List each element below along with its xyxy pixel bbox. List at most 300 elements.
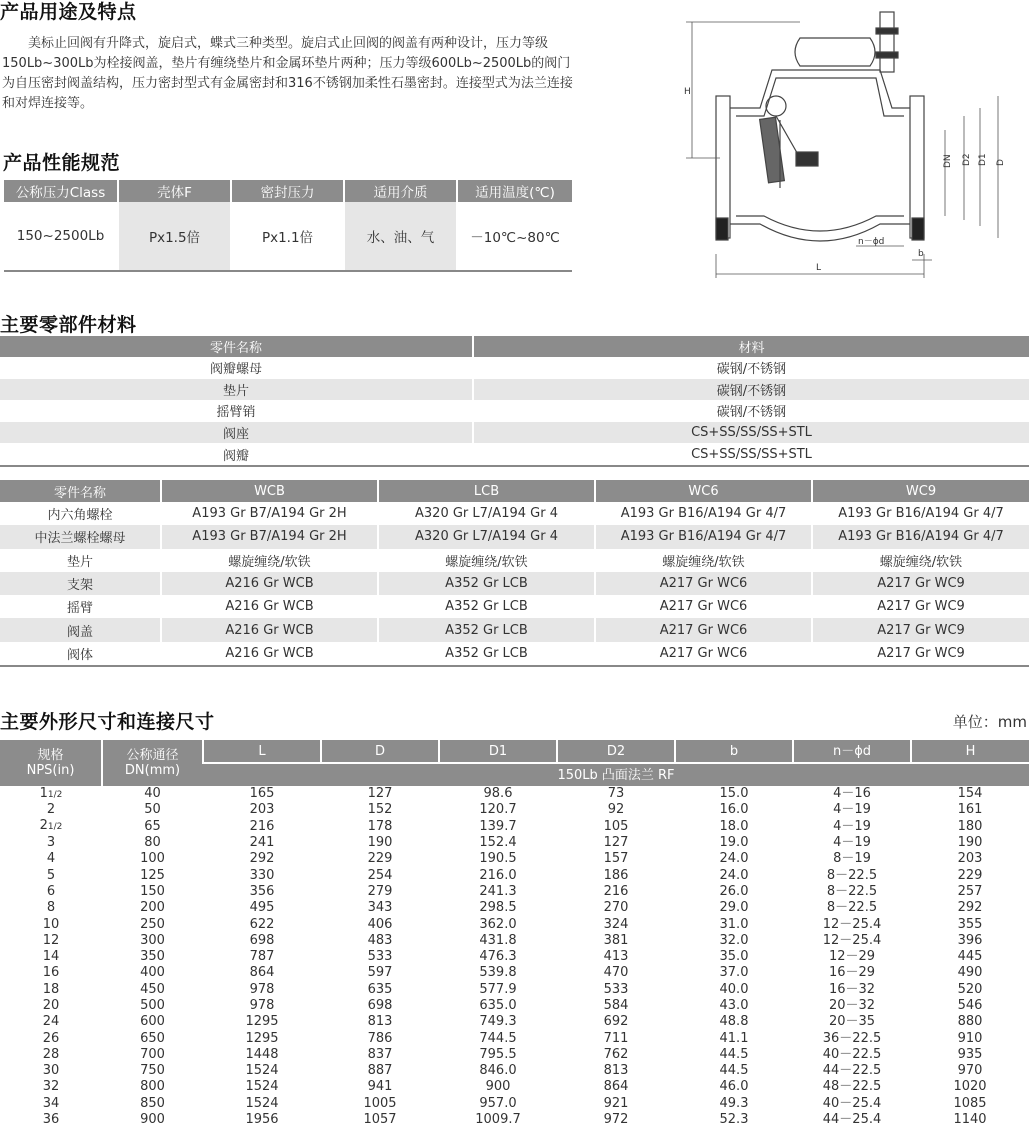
cell-d: 597 <box>367 965 393 981</box>
cell-b: 41.1 <box>719 1030 749 1046</box>
cell-l: 495 <box>249 900 275 916</box>
cell-b: 37.0 <box>719 965 749 981</box>
cell-n: 12－25.4 <box>822 916 882 932</box>
bonnet <box>795 38 875 66</box>
table-row <box>0 900 1029 916</box>
cell-d2: 413 <box>603 949 629 965</box>
cell-n: 8－19 <box>833 851 871 867</box>
cell-h: 292 <box>957 900 983 916</box>
perf-header-temp: 适用温度(℃) <box>457 180 572 202</box>
cell-l: 787 <box>249 949 275 965</box>
cell-d1: 152.4 <box>479 835 517 851</box>
cell-b: 32.0 <box>719 932 749 948</box>
cell-b: 31.0 <box>719 916 749 932</box>
material: 碳钢/不锈钢 <box>473 379 1029 401</box>
cell-nps <box>0 867 102 883</box>
table-row <box>0 851 1029 867</box>
cell-b: 26.0 <box>719 883 749 899</box>
cell-l: 1295 <box>245 1014 279 1030</box>
cell-d2: 584 <box>603 998 629 1013</box>
perf-header-seal: 密封压力 <box>231 180 344 202</box>
material-grade: 螺旋缠绕/软铁 <box>595 549 812 572</box>
cell-n: 4－19 <box>833 802 871 818</box>
part-name: 垫片 <box>0 379 473 401</box>
cell-d1: 957.0 <box>479 1095 517 1111</box>
label-nphid: n－ϕd <box>858 237 885 247</box>
disc-nut <box>796 152 818 166</box>
cell-b: 18.0 <box>719 818 749 834</box>
nps-value: 6 <box>46 883 56 899</box>
left-flange <box>716 96 730 238</box>
cell-n: 20－35 <box>828 1014 876 1030</box>
label-h: H <box>684 87 691 97</box>
header-dn-line2: DN(mm) <box>124 763 181 778</box>
material-grade: A216 Gr WCB <box>161 595 378 618</box>
cell-d1: 749.3 <box>479 1014 517 1030</box>
materials-table-2 <box>0 480 1029 667</box>
cell-d1: 190.5 <box>479 851 517 867</box>
cell-nps <box>0 933 102 949</box>
cell-h: 190 <box>957 835 983 851</box>
table-row <box>0 595 1029 618</box>
unit-label: 单位：mm <box>952 713 1027 731</box>
cell-nps <box>0 1047 102 1063</box>
nps-value: 4 <box>46 851 56 867</box>
nps-value: 2 <box>46 802 56 818</box>
header-nps <box>0 740 102 786</box>
cell-d: 941 <box>367 1079 393 1095</box>
cell-h: 355 <box>957 916 983 932</box>
header-d1: D1 <box>439 740 557 763</box>
cell-n: 20－32 <box>828 998 876 1013</box>
cell-h: 445 <box>957 949 983 965</box>
cell-dn: 200 <box>140 900 165 916</box>
materials2-header-wcb: WCB <box>161 480 378 502</box>
cell-b: 40.0 <box>719 981 749 997</box>
cell-d: 1057 <box>363 1112 397 1128</box>
material: CS+SS/SS/SS+STL <box>473 443 1029 466</box>
cell-dn: 300 <box>140 932 165 948</box>
cell-h: 490 <box>957 965 983 981</box>
nps-value: 1 <box>39 785 48 801</box>
cell-dn: 80 <box>144 835 161 851</box>
header-l: L <box>203 740 321 763</box>
table-row <box>0 572 1029 595</box>
cell-b: 43.0 <box>719 998 749 1013</box>
cell-d: 786 <box>367 1030 393 1046</box>
cell-dn: 250 <box>140 916 165 932</box>
bonnet-bolt <box>880 12 894 72</box>
part-name: 摇臂 <box>66 601 93 617</box>
material-grade: A217 Gr WC6 <box>595 642 812 666</box>
cell-d2: 864 <box>603 1079 629 1095</box>
cell-d2: 92 <box>607 802 625 818</box>
cell-h: 180 <box>957 818 983 834</box>
perf-header-medium: 适用介质 <box>344 180 457 202</box>
header-nphid: n－ϕd <box>793 740 911 763</box>
cell-b: 35.0 <box>719 949 749 965</box>
material-grade: A217 Gr WC9 <box>812 572 1029 595</box>
part-name: 阀盖 <box>0 618 161 641</box>
table-row <box>0 933 1029 949</box>
cell-nps <box>0 1112 102 1128</box>
cell-d: 127 <box>367 786 393 802</box>
table-row <box>0 949 1029 965</box>
cell-d2: 813 <box>603 1063 629 1079</box>
body-inner-top <box>736 78 904 116</box>
materials2-header-wc6: WC6 <box>595 480 812 502</box>
cell-h: 154 <box>957 786 983 802</box>
cell-d: 279 <box>367 883 393 899</box>
table-row <box>0 1063 1029 1079</box>
table-row <box>0 802 1029 818</box>
part-name: 阀瓣螺母 <box>209 362 262 378</box>
table-row <box>0 618 1029 641</box>
material-grade: A216 Gr WCB <box>161 642 378 666</box>
cell-nps <box>0 786 102 802</box>
cell-l: 1524 <box>245 1079 279 1095</box>
table-row <box>0 400 1029 422</box>
cell-d: 178 <box>367 818 393 834</box>
cell-l: 165 <box>249 786 275 802</box>
cell-d1: 98.6 <box>483 786 513 802</box>
cell-d2: 533 <box>603 981 629 997</box>
cell-n: 16－32 <box>828 981 876 997</box>
cell-h: 396 <box>957 932 983 948</box>
material: CS+SS/SS/SS+STL <box>473 422 1029 444</box>
table-row <box>0 835 1029 851</box>
material: 碳钢/不锈钢 <box>473 400 1029 422</box>
nps-fraction: 1/2 <box>47 789 63 800</box>
cell-d: 887 <box>367 1063 393 1079</box>
cell-d2: 157 <box>603 851 629 867</box>
cell-n: 48－22.5 <box>822 1079 882 1095</box>
cell-n: 44－25.4 <box>822 1112 882 1128</box>
cell-nps <box>0 1030 102 1046</box>
table-row <box>0 982 1029 998</box>
cell-nps <box>0 1096 102 1112</box>
cell-n: 16－29 <box>828 965 876 981</box>
cell-d: 1005 <box>363 1095 397 1111</box>
cell-d2: 324 <box>603 916 629 932</box>
cell-d: 406 <box>367 916 393 932</box>
material-grade: A193 Gr B7/A194 Gr 2H <box>161 502 378 525</box>
table-row <box>0 357 1029 379</box>
cell-l: 978 <box>249 998 275 1013</box>
material-grade: A320 Gr L7/A194 Gr 4 <box>378 502 595 525</box>
part-name: 内六角螺栓 <box>47 508 113 524</box>
cell-dn: 850 <box>140 1095 165 1111</box>
table-row <box>0 998 1029 1014</box>
cell-l: 698 <box>249 932 275 948</box>
label-d: D <box>996 159 1006 166</box>
table-row <box>0 1096 1029 1112</box>
label-b: b <box>918 249 924 259</box>
table-row <box>0 819 1029 835</box>
cell-d2: 762 <box>603 1046 629 1062</box>
table-row <box>0 443 1029 466</box>
cell-dn: 125 <box>140 867 165 883</box>
cell-d2: 921 <box>603 1095 629 1111</box>
cell-d1: 298.5 <box>479 900 517 916</box>
cell-d: 483 <box>367 932 393 948</box>
material-grade: A352 Gr LCB <box>378 595 595 618</box>
cell-b: 48.8 <box>719 1014 749 1030</box>
header-nps-line1: 规格 <box>37 748 64 763</box>
perf-value-medium: 水、油、气 <box>344 202 457 271</box>
cell-d: 190 <box>367 835 393 851</box>
cell-nps <box>0 835 102 851</box>
cell-n: 8－22.5 <box>826 867 878 883</box>
part-name: 阀瓣 <box>0 443 473 466</box>
nps-value: 16 <box>42 965 60 981</box>
cell-nps <box>0 819 102 835</box>
cell-l: 292 <box>249 851 275 867</box>
material-grade: A352 Gr LCB <box>378 618 595 641</box>
bolt-nut-top <box>876 28 898 34</box>
table-row <box>0 642 1029 666</box>
nps-value: 30 <box>42 1063 60 1079</box>
materials1-header-part: 零件名称 <box>0 336 473 357</box>
perf-header-class: 公称压力Class <box>4 180 118 202</box>
cell-dn: 800 <box>140 1079 165 1095</box>
cell-b: 46.0 <box>719 1079 749 1095</box>
cell-nps <box>0 998 102 1014</box>
materials2-header-part: 零件名称 <box>0 480 161 502</box>
cell-h: 1020 <box>953 1079 987 1095</box>
table-row <box>0 1030 1029 1046</box>
label-l: L <box>816 263 822 273</box>
cell-dn: 600 <box>140 1014 165 1030</box>
cell-n: 4－16 <box>833 786 871 802</box>
material-grade: 螺旋缠绕/软铁 <box>378 549 595 572</box>
part-name: 支架 <box>0 572 161 595</box>
performance-header-row <box>4 180 572 202</box>
intro-paragraph: 美标止回阀有升降式，旋启式，蝶式三种类型。旋启式止回阀的阀盖有两种设计，压力等级150Lb~300Lb为栓接阀盖，垫片有缠绕垫片和金属环垫片两种；压力等级600Lb~2500Lb的阀门为自压密封阀盖结构，压力密封型式有金属密封和316不锈钢加柔性石墨密封。连接型式为法兰连接和对焊连接等。 <box>2 36 573 111</box>
materials2-header-wc9: WC9 <box>812 480 1029 502</box>
cell-d2: 972 <box>603 1112 629 1128</box>
table-row <box>0 884 1029 900</box>
cell-n: 12－29 <box>828 949 876 965</box>
material-grade: A193 Gr B16/A194 Gr 4/7 <box>595 502 812 525</box>
cell-d2: 216 <box>603 883 629 899</box>
right-flange-bolt <box>912 218 924 240</box>
cell-h: 1085 <box>953 1095 987 1111</box>
cell-d: 254 <box>367 867 393 883</box>
cell-n: 8－22.5 <box>826 883 878 899</box>
cell-d2: 381 <box>603 932 629 948</box>
nps-value: 24 <box>42 1014 60 1030</box>
valve-diagram <box>680 8 1025 283</box>
cell-dn: 350 <box>140 949 165 965</box>
cell-d1: 577.9 <box>479 981 517 997</box>
cell-d1: 139.7 <box>479 818 517 834</box>
perf-header-shell: 壳体F <box>118 180 231 202</box>
part-name: 垫片 <box>66 554 93 570</box>
cell-d1: 900 <box>485 1079 511 1095</box>
nps-value: 14 <box>42 949 60 965</box>
cell-d2: 470 <box>603 965 629 981</box>
right-flange <box>910 96 924 238</box>
header-nps-line2: NPS(in) <box>26 763 75 778</box>
performance-table <box>4 180 572 272</box>
perf-value-class: 150~2500Lb <box>4 202 118 271</box>
table-row <box>0 422 1029 444</box>
material-grade: A193 Gr B16/A194 Gr 4/7 <box>812 502 1029 525</box>
header-d2: D2 <box>557 740 675 763</box>
cell-n: 8－22.5 <box>826 900 878 916</box>
materials1-header-row <box>0 336 1029 357</box>
perf-value-seal: Px1.1倍 <box>231 202 344 271</box>
cell-n: 4－19 <box>833 818 871 834</box>
material-grade: A193 Gr B7/A194 Gr 2H <box>161 525 378 548</box>
performance-value-row <box>4 202 572 271</box>
cell-d2: 692 <box>603 1014 629 1030</box>
cell-l: 330 <box>249 867 275 883</box>
cell-dn: 700 <box>140 1046 165 1062</box>
cell-dn: 650 <box>140 1030 165 1046</box>
cell-d: 533 <box>367 949 393 965</box>
cell-b: 24.0 <box>719 867 749 883</box>
cell-h: 970 <box>957 1063 983 1079</box>
valve-disc <box>760 117 785 183</box>
cell-b: 15.0 <box>719 786 749 802</box>
material-grade: 螺旋缠绕/软铁 <box>812 549 1029 572</box>
cell-h: 203 <box>957 851 983 867</box>
nps-value: 8 <box>46 900 56 916</box>
cell-h: 161 <box>957 802 983 818</box>
cell-n: 12－25.4 <box>822 932 882 948</box>
cell-n: 44－22.5 <box>822 1063 882 1079</box>
cell-n: 40－25.4 <box>822 1095 882 1111</box>
table-row <box>0 786 1029 802</box>
cell-dn: 750 <box>140 1063 165 1079</box>
cell-d1: 362.0 <box>479 916 517 932</box>
bolt-nut-bottom <box>876 52 898 58</box>
cell-h: 935 <box>957 1046 983 1062</box>
label-d1: D1 <box>978 153 988 166</box>
material-grade: A193 Gr B16/A194 Gr 4/7 <box>595 525 812 548</box>
cell-h: 229 <box>957 867 983 883</box>
cell-b: 29.0 <box>719 900 749 916</box>
cell-l: 1956 <box>245 1112 279 1128</box>
header-dn <box>102 740 203 786</box>
cell-d2: 270 <box>603 900 629 916</box>
body-inner-bottom <box>736 216 904 231</box>
hinge-pin <box>766 96 786 116</box>
material-grade: A320 Gr L7/A194 Gr 4 <box>378 525 595 548</box>
cell-nps <box>0 900 102 916</box>
cell-h: 1140 <box>953 1112 987 1128</box>
cell-dn: 500 <box>140 998 165 1013</box>
header-d: D <box>321 740 439 763</box>
nps-fraction: 1/2 <box>47 822 63 833</box>
material-grade: A217 Gr WC6 <box>595 572 812 595</box>
cell-d1: 120.7 <box>479 802 517 818</box>
nps-value: 5 <box>46 867 56 883</box>
cell-n: 40－22.5 <box>822 1046 882 1062</box>
cell-d1: 431.8 <box>479 932 517 948</box>
cell-dn: 50 <box>144 802 161 818</box>
cell-nps <box>0 1079 102 1095</box>
cell-h: 546 <box>957 998 983 1013</box>
nps-value: 28 <box>42 1046 60 1062</box>
cell-b: 49.3 <box>719 1095 749 1111</box>
cell-nps <box>0 949 102 965</box>
cell-l: 1448 <box>245 1046 279 1062</box>
header-h: H <box>911 740 1029 763</box>
cell-d: 698 <box>367 998 393 1013</box>
nps-value: 12 <box>42 932 60 948</box>
cell-nps <box>0 965 102 981</box>
cell-d1: 795.5 <box>479 1046 517 1062</box>
materials1-header-material: 材料 <box>473 336 1029 357</box>
cell-nps <box>0 916 102 932</box>
table-row <box>0 1112 1029 1128</box>
cell-d1: 635.0 <box>479 998 517 1013</box>
perf-value-temp: －10℃~80℃ <box>457 202 572 271</box>
material: 碳钢/不锈钢 <box>473 357 1029 379</box>
materials-title: 主要零部件材料 <box>0 314 137 336</box>
body-top-outline <box>730 70 910 108</box>
cell-nps <box>0 1063 102 1079</box>
table-row <box>0 965 1029 981</box>
cell-l: 241 <box>249 835 275 851</box>
part-name: 摇臂销 <box>216 405 256 421</box>
nps-value: 2 <box>39 818 48 834</box>
nps-value: 34 <box>42 1095 60 1111</box>
material-grade: A217 Gr WC9 <box>812 595 1029 618</box>
nps-value: 10 <box>42 916 60 932</box>
dimensions-table <box>0 740 1029 1128</box>
materials2-header-lcb: LCB <box>378 480 595 502</box>
table-row <box>0 916 1029 932</box>
cell-b: 19.0 <box>719 835 749 851</box>
cell-l: 1295 <box>245 1030 279 1046</box>
cell-d1: 216.0 <box>479 867 517 883</box>
material-grade: A217 Gr WC6 <box>595 595 812 618</box>
table-row <box>0 1014 1029 1030</box>
cell-l: 1524 <box>245 1063 279 1079</box>
subheader-flange: 150Lb 凸面法兰 RF <box>203 763 1029 786</box>
cell-dn: 100 <box>140 851 165 867</box>
cell-l: 864 <box>249 965 275 981</box>
nps-value: 18 <box>42 981 60 997</box>
cell-b: 24.0 <box>719 851 749 867</box>
cell-h: 257 <box>957 883 983 899</box>
cell-d2: 186 <box>603 867 629 883</box>
part-name: 阀座 <box>0 422 473 444</box>
material-grade: A217 Gr WC9 <box>812 618 1029 641</box>
materials-table-1 <box>0 336 1029 467</box>
table-row <box>0 867 1029 883</box>
cell-dn: 900 <box>140 1112 165 1128</box>
cell-dn: 400 <box>140 965 165 981</box>
material-grade: A193 Gr B16/A194 Gr 4/7 <box>812 525 1029 548</box>
nps-value: 32 <box>42 1079 60 1095</box>
table-row <box>0 1079 1029 1095</box>
cell-dn: 450 <box>140 981 165 997</box>
cell-d2: 127 <box>603 835 629 851</box>
material-grade: A352 Gr LCB <box>378 572 595 595</box>
cell-l: 622 <box>249 916 275 932</box>
part-name: 中法兰螺栓螺母 <box>0 525 161 548</box>
material-grade: A216 Gr WCB <box>161 618 378 641</box>
cell-nps <box>0 851 102 867</box>
table-row <box>0 549 1029 572</box>
cell-d1: 846.0 <box>479 1063 517 1079</box>
cell-dn: 150 <box>140 883 165 899</box>
